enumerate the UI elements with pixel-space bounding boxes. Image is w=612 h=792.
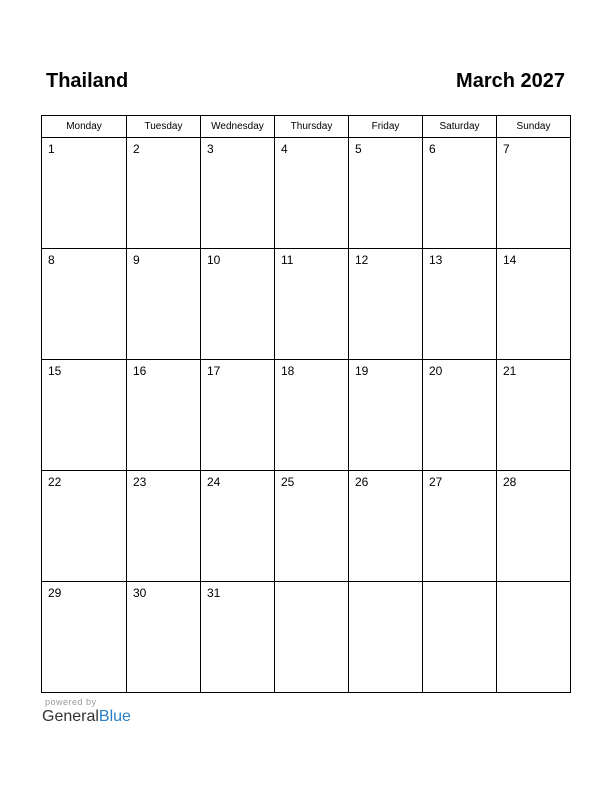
day-cell xyxy=(201,582,275,693)
week-row xyxy=(42,138,571,249)
day-number: 16 xyxy=(133,364,147,378)
week-row xyxy=(42,249,571,360)
day-number: 1 xyxy=(48,142,55,156)
day-number: 17 xyxy=(207,364,221,378)
day-number: 14 xyxy=(503,253,517,267)
weekday-monday: Monday xyxy=(42,116,127,138)
day-number: 13 xyxy=(429,253,443,267)
day-number: 24 xyxy=(207,475,221,489)
day-number: 7 xyxy=(503,142,510,156)
day-cell xyxy=(275,471,349,582)
day-number: 19 xyxy=(355,364,369,378)
day-cell xyxy=(127,471,201,582)
day-cell xyxy=(127,360,201,471)
day-cell xyxy=(349,471,423,582)
day-number: 4 xyxy=(281,142,288,156)
day-cell xyxy=(349,582,423,693)
day-cell xyxy=(42,471,127,582)
day-number: 6 xyxy=(429,142,436,156)
day-number: 25 xyxy=(281,475,295,489)
day-cell xyxy=(201,471,275,582)
day-number: 10 xyxy=(207,253,221,267)
day-cell xyxy=(42,582,127,693)
day-number: 2 xyxy=(133,142,140,156)
day-number: 5 xyxy=(355,142,362,156)
day-number: 3 xyxy=(207,142,214,156)
day-cell xyxy=(127,582,201,693)
day-number xyxy=(275,582,348,586)
day-cell xyxy=(423,138,497,249)
day-cell xyxy=(201,138,275,249)
day-cell xyxy=(423,249,497,360)
day-cell xyxy=(127,249,201,360)
day-cell xyxy=(275,582,349,693)
day-number xyxy=(497,582,570,586)
brand-general: General xyxy=(42,708,99,725)
day-cell xyxy=(497,138,571,249)
weekday-wednesday: Wednesday xyxy=(201,116,275,138)
calendar-grid xyxy=(41,115,571,689)
day-cell xyxy=(201,360,275,471)
day-cell xyxy=(497,582,571,693)
weekday-friday: Friday xyxy=(349,116,423,138)
day-cell xyxy=(127,138,201,249)
day-number: 29 xyxy=(48,586,62,600)
weekday-header-row xyxy=(42,116,571,138)
brand-blue: Blue xyxy=(98,708,131,725)
day-cell xyxy=(42,249,127,360)
day-cell xyxy=(349,249,423,360)
weekday-sunday: Sunday xyxy=(497,116,571,138)
day-cell xyxy=(497,249,571,360)
weekday-saturday: Saturday xyxy=(423,116,497,138)
day-cell xyxy=(42,360,127,471)
calendar-header xyxy=(46,70,565,98)
day-number xyxy=(423,582,496,586)
day-cell xyxy=(349,138,423,249)
day-cell xyxy=(201,249,275,360)
day-number: 8 xyxy=(48,253,55,267)
week-row xyxy=(42,582,571,693)
month-title: March 2027 xyxy=(456,70,565,92)
day-number: 11 xyxy=(281,253,294,267)
day-number xyxy=(349,582,422,586)
day-number: 31 xyxy=(207,586,221,600)
day-number: 12 xyxy=(355,253,369,267)
day-cell xyxy=(349,360,423,471)
day-cell xyxy=(275,360,349,471)
day-number: 15 xyxy=(48,364,62,378)
day-cell xyxy=(423,471,497,582)
day-number: 18 xyxy=(281,364,295,378)
day-cell xyxy=(42,138,127,249)
generalblue-logo[interactable] xyxy=(42,708,131,726)
day-number: 9 xyxy=(133,253,140,267)
day-cell xyxy=(423,582,497,693)
day-number: 23 xyxy=(133,475,147,489)
day-cell xyxy=(423,360,497,471)
day-number: 30 xyxy=(133,586,147,600)
powered-by-text: powered by xyxy=(45,697,97,707)
day-number: 27 xyxy=(429,475,443,489)
week-row xyxy=(42,360,571,471)
country-title: Thailand xyxy=(46,70,129,92)
day-cell xyxy=(497,360,571,471)
day-number: 26 xyxy=(355,475,369,489)
day-cell xyxy=(497,471,571,582)
day-number: 21 xyxy=(503,364,517,378)
day-number: 22 xyxy=(48,475,62,489)
day-cell xyxy=(275,138,349,249)
day-cell xyxy=(275,249,349,360)
week-row xyxy=(42,471,571,582)
weekday-thursday: Thursday xyxy=(275,116,349,138)
day-number: 28 xyxy=(503,475,517,489)
day-number: 20 xyxy=(429,364,443,378)
weekday-tuesday: Tuesday xyxy=(127,116,201,138)
